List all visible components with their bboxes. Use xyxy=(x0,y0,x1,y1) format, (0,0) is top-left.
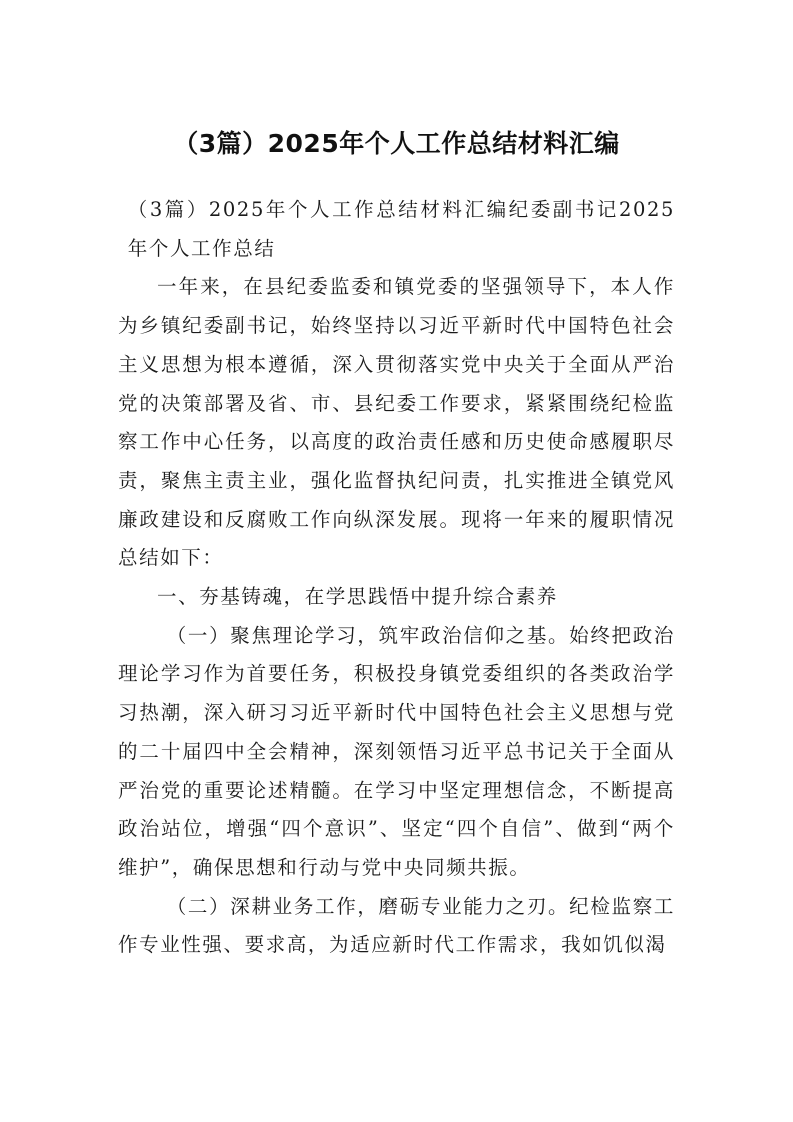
document-title: （3篇）2025年个人工作总结材料汇编 xyxy=(173,129,620,158)
section-heading-1: 一、夯基铸魂，在学思践悟中提升综合素养 xyxy=(157,585,558,609)
document-subtitle: （3篇）2025年个人工作总结材料汇编纪委副书记2025年个人工作总结 xyxy=(127,198,675,260)
subsection-paragraph-1: （一）聚焦理论学习，筑牢政治信仰之基。始终把政治理论学习作为首要任务，积极投身镇党委组织的各类政治学习热潮，深入研习习近平新时代中国特色社会主义思想与党的二十届四中全会精神，深刻领悟习近平总书记关于全面从严治党的重要论述精髓。在学习中坚定理想信念，不断提高政治站位，增强“四个意识”、坚定“四个自信”、做到“两个维护”，确保思想和行动与党中央同频共振。 xyxy=(118,623,675,879)
subsection-paragraph-2: （二）深耕业务工作，磨砺专业能力之刃。纪检监察工作专业性强、要求高，为适应新时代工作需求，我如饥似渴 xyxy=(118,894,675,957)
document-body xyxy=(118,191,675,965)
intro-paragraph: 一年来，在县纪委监委和镇党委的坚强领导下，本人作为乡镇纪委副书记，始终坚持以习近平新时代中国特色社会主义思想为根本遵循，深入贯彻落实党中央关于全面从严治党的决策部署及省、市、县纪委工作要求，紧紧围绕纪检监察工作中心任务，以高度的政治责任感和历史使命感履职尽责，聚焦主责主业，强化监督执纪问责，扎实推进全镇党风廉政建设和反腐败工作向纵深发展。现将一年来的履职情况总结如下： xyxy=(118,275,675,570)
